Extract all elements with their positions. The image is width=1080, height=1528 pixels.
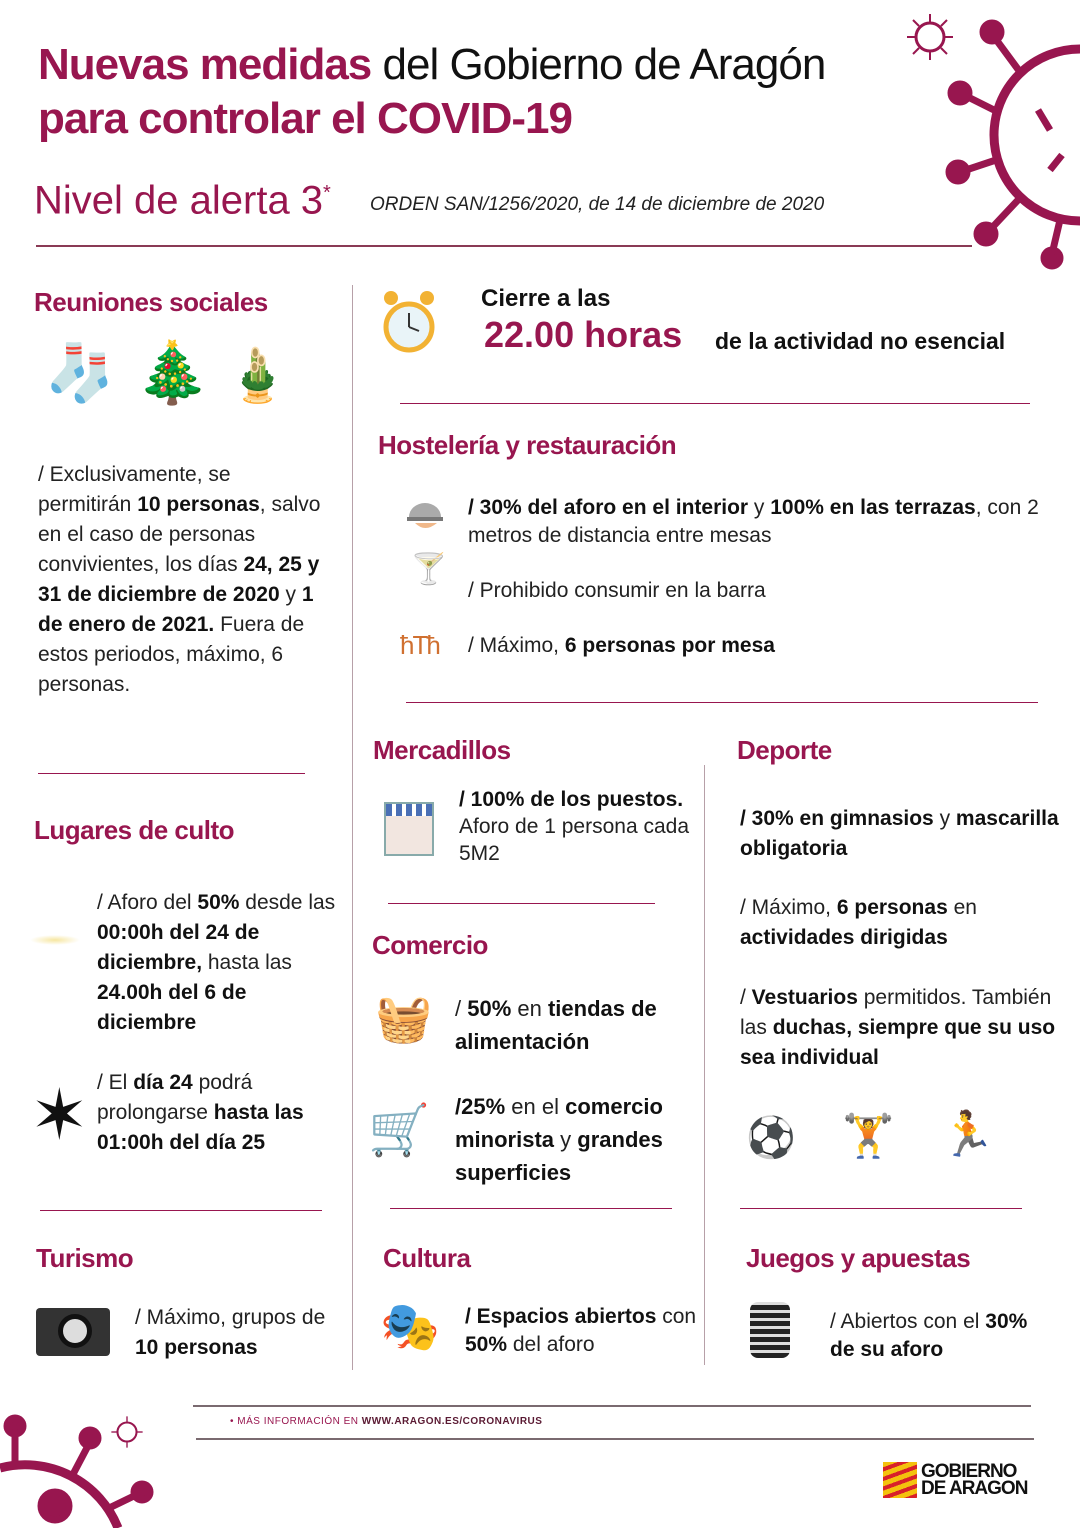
cierre-suffix: de la actividad no esencial — [715, 328, 1006, 354]
market-stall-icon — [384, 802, 434, 856]
text-segment: y — [933, 807, 956, 830]
turismo-text — [135, 1303, 340, 1363]
bold-text-segment: día 24 — [133, 1071, 193, 1094]
divider — [40, 1210, 322, 1211]
bold-text-segment: duchas, siempre que su uso sea individual — [740, 1016, 1056, 1069]
section-title-deporte: Deporte — [737, 735, 832, 765]
divider — [38, 773, 305, 774]
cierre-label: Cierre a las — [481, 285, 611, 312]
text-segment: y — [748, 496, 771, 519]
camera-lens — [58, 1314, 92, 1348]
column-divider — [704, 765, 705, 1365]
bold-text-segment: 00:00h del 24 de diciembre, — [97, 921, 260, 974]
shopping-cart-icon: 🛒 — [368, 1102, 431, 1158]
more-info-text: • MÁS INFORMACIÓN EN WWW.ARAGON.ES/CORONAVIRUS — [230, 1416, 543, 1427]
poker-chips-icon — [750, 1302, 790, 1358]
bold-text-segment: hasta las 01:00h del día 25 — [97, 1101, 304, 1154]
bold-text-segment: 50% — [467, 996, 512, 1021]
text-segment: Fuera de estos periodos, máximo, 6 personas. — [38, 613, 305, 696]
bold-text-segment: 24.00h del 6 de diciembre — [97, 981, 247, 1034]
bold-text-segment: 1 de enero de 2021. — [38, 583, 314, 636]
text-segment: / — [740, 986, 752, 1009]
comercio-item — [455, 1090, 700, 1189]
bold-text-segment: / 100% de los puestos. — [459, 788, 684, 811]
bold-text-segment: 50% — [465, 1333, 508, 1356]
juegos-text — [830, 1308, 1040, 1364]
more-info-label: MÁS INFORMACIÓN EN — [237, 1416, 359, 1427]
culto-item — [97, 1068, 347, 1158]
gobierno-aragon-logo — [883, 1462, 1043, 1498]
light-glow-icon — [30, 935, 80, 945]
deporte-item — [740, 893, 1060, 953]
divider — [740, 1208, 1022, 1209]
ornaments-icon: 🎍 — [225, 347, 290, 405]
bold-text-segment: comercio minorista — [455, 1094, 663, 1152]
bold-text-segment: 6 personas — [836, 896, 948, 919]
alert-footnote-mark: * — [323, 182, 331, 204]
bold-text-segment: 10 personas — [135, 1336, 258, 1359]
grocery-basket-icon: 🧺 — [375, 992, 433, 1044]
divider — [390, 1208, 672, 1209]
divider — [388, 903, 655, 904]
bold-text-segment: actividades dirigidas — [740, 926, 948, 949]
small-virus-icon — [110, 1415, 144, 1449]
logo-text: GOBIERNO DE ARAGON — [921, 1461, 1028, 1499]
text-segment: permitidos. También las — [740, 986, 1052, 1039]
comercio-item — [455, 992, 700, 1058]
cocktail-icon: 🍸 — [410, 553, 448, 586]
column-divider — [352, 285, 353, 1370]
text-segment: desde las — [239, 891, 336, 914]
cierre-time: 22.00 horas — [484, 314, 683, 355]
alarm-clock-icon — [381, 288, 437, 354]
food-cloche-icon — [405, 495, 445, 535]
order-reference: ORDEN SAN/1256/2020, de 14 de diciembre de 2020 — [370, 194, 825, 215]
bold-text-segment: para controlar el COVID-19 — [38, 94, 572, 143]
text-segment: Aforo de 1 persona cada 5M2 — [459, 815, 689, 865]
text-segment: / Prohibido consumir en la barra — [468, 579, 766, 602]
bold-text-segment: grandes superficies — [455, 1127, 663, 1185]
section-title-juegos: Juegos y apuestas — [746, 1243, 971, 1273]
text-segment: / Máximo, — [740, 896, 837, 919]
reuniones-text — [38, 460, 328, 700]
divider — [193, 1405, 1031, 1407]
deporte-item — [740, 804, 1060, 864]
text-segment: con — [656, 1305, 697, 1328]
text-segment: en — [947, 896, 977, 919]
hosteleria-item — [468, 576, 1028, 606]
bold-text-segment: mascarilla obligatoria — [740, 807, 1059, 860]
christmas-stocking-icon: 🧦 — [45, 341, 115, 404]
section-title-cultura: Cultura — [383, 1243, 471, 1273]
bold-text-segment: 100% en las terrazas — [770, 496, 976, 519]
soccer-ball-icon: ⚽ — [746, 1116, 796, 1160]
text-segment: / Abiertos con el — [830, 1310, 986, 1333]
text-segment: / Exclusivamente, se permitirán — [38, 463, 231, 516]
table-chairs-icon: ħTħ — [400, 630, 439, 660]
bold-text-segment: 10 personas — [137, 493, 260, 516]
bold-text-segment: 50% — [197, 891, 240, 914]
text-segment: en — [511, 996, 548, 1021]
text-segment: / Aforo del — [97, 891, 198, 914]
text-segment: , salvo en el caso de personas convivientes, los días — [38, 493, 321, 576]
culto-item — [97, 888, 347, 1038]
divider — [406, 702, 1038, 703]
bold-text-segment: / 30% del aforo en el interior — [468, 496, 749, 519]
bold-text-segment: Nuevas medidas — [38, 40, 372, 89]
camera-icon — [36, 1308, 110, 1356]
divider — [196, 1438, 1034, 1440]
page-title — [38, 38, 918, 146]
section-title-mercadillos: Mercadillos — [373, 735, 511, 765]
bold-text-segment: / 30% en gimnasios — [740, 807, 934, 830]
section-title-turismo: Turismo — [36, 1243, 134, 1273]
hosteleria-item — [468, 631, 1028, 661]
cultura-text — [465, 1303, 700, 1359]
text-segment: del aforo — [507, 1333, 595, 1356]
virus-decoration-icon — [940, 0, 1080, 270]
christmas-tree-icon: 🎄 — [135, 339, 210, 406]
section-title-hosteleria: Hostelería y restauración — [378, 430, 677, 460]
more-info-link[interactable]: WWW.ARAGON.ES/CORONAVIRUS — [361, 1416, 543, 1427]
text-segment: en el — [505, 1094, 566, 1119]
bold-text-segment: /25% — [455, 1094, 506, 1119]
theater-masks-icon: 🎭 — [380, 1301, 440, 1354]
alert-level-text: Nivel de alerta 3 — [34, 178, 324, 223]
section-title-reuniones: Reuniones sociales — [34, 287, 268, 317]
divider — [36, 245, 972, 247]
bold-text-segment: 24, 25 y 31 de diciembre de 2020 — [38, 553, 320, 606]
bold-text-segment: / Espacios abiertos — [465, 1305, 657, 1328]
text-segment: / Máximo, grupos de — [135, 1306, 326, 1329]
text-segment: / El — [97, 1071, 134, 1094]
deporte-item — [740, 983, 1065, 1073]
text-segment: / — [455, 996, 468, 1021]
text-segment: del Gobierno de Aragón — [371, 40, 826, 89]
mercadillos-text — [459, 786, 689, 867]
aragon-flag-icon — [883, 1462, 917, 1498]
text-segment: podrá prolongarse — [97, 1071, 253, 1124]
bold-text-segment: 6 personas por mesa — [564, 634, 775, 657]
text-segment: hasta las — [202, 951, 292, 974]
hosteleria-item — [468, 494, 1048, 550]
star-sparkle-icon: ✶ — [30, 1076, 89, 1154]
alert-level — [34, 170, 331, 223]
weightlifting-icon: 🏋 — [842, 1112, 895, 1159]
section-title-comercio: Comercio — [372, 930, 488, 960]
text-segment: y — [554, 1127, 578, 1152]
bold-text-segment: Vestuarios — [751, 986, 858, 1009]
text-segment: y — [279, 583, 302, 606]
bold-text-segment: tiendas de alimentación — [455, 996, 657, 1054]
runner-icon: 🏃 — [940, 1110, 995, 1159]
bold-text-segment: 30% de su aforo — [830, 1310, 1028, 1361]
divider — [400, 403, 1030, 404]
section-title-culto: Lugares de culto — [34, 815, 235, 845]
text-segment: , con 2 metros de distancia entre mesas — [468, 496, 1039, 547]
text-segment: / Máximo, — [468, 634, 565, 657]
